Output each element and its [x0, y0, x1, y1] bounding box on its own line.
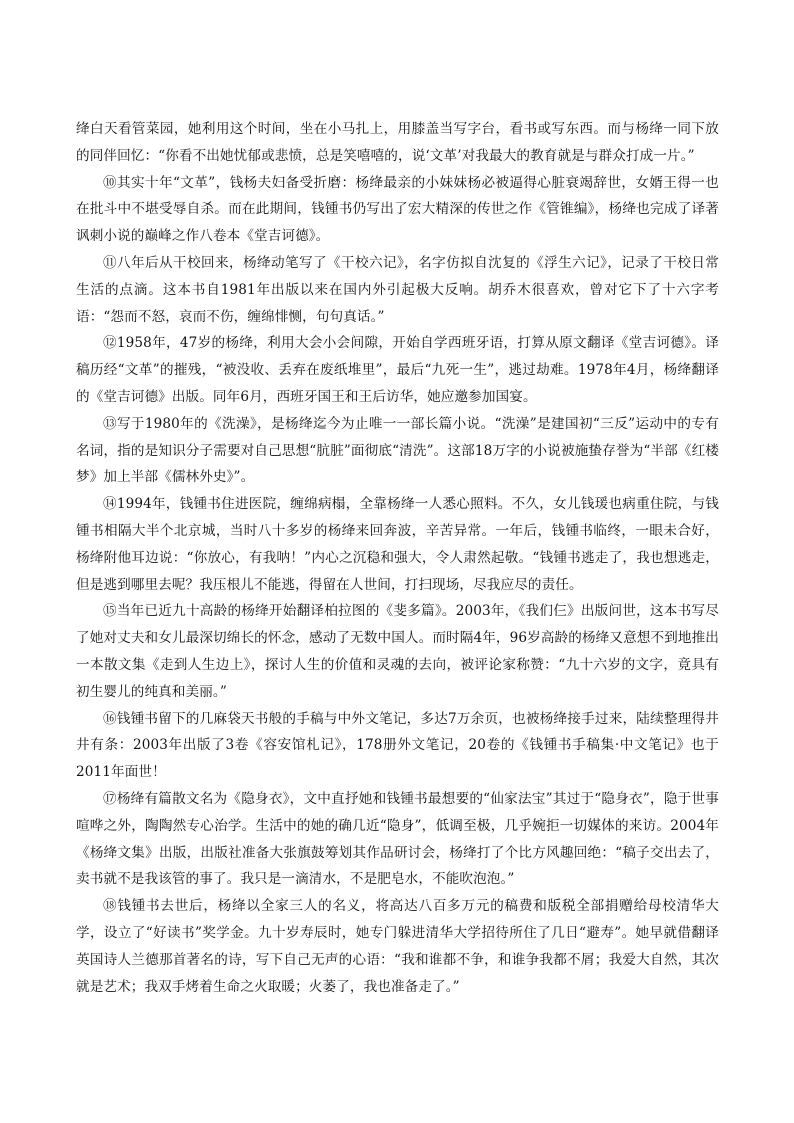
paragraph-16: ⑯钱锺书留下的几麻袋天书般的手稿与中外文笔记，多达7万余页，也被杨绛接手过来，陆续整理得井井有条：2003年出版了3卷《容安馆札记》，178册外文笔记，20卷的《钱锺书手稿集·中文笔记》也于2011年面世！	[76, 710, 719, 781]
paragraph-continued: 绛白天看管菜园，她利用这个时间，坐在小马扎上，用膝盖当写字台，看书或写东西。而与杨绛一同下放的同伴回忆：“你看不出她忧郁或悲愤，总是笑嘻嘻的，说‘文革’对我最大的教育就是与群众打成一片。”	[76, 121, 719, 164]
paragraph-15: ⑮当年已近九十高龄的杨绛开始翻译柏拉图的《斐多篇》。2003年，《我们仨》出版问世，这本书写尽了她对丈夫和女儿最深切绵长的怀念，感动了无数中国人。而时隔4年，96岁高龄的杨绛又意想不到地推出一本散文集《走到人生边上》，探讨人生的价值和灵魂的去向，被评论家称赞：“九十六岁的文字，竟具有初生婴儿的纯真和美丽。”	[76, 603, 719, 700]
paragraph-14: ⑭1994年，钱锺书住进医院，缠绵病榻，全靠杨绛一人悉心照料。不久，女儿钱瑗也病重住院，与钱锺书相隔大半个北京城，当时八十多岁的杨绛来回奔波，辛苦异常。一年后，钱锺书临终，一眼未合好，杨绛附他耳边说：“你放心，有我呐！”内心之沉稳和强大，令人肃然起敬。“钱锺书逃走了，我也想逃走，但是逃到哪里去呢？我压根儿不能逃，得留在人世间，打扫现场，尽我应尽的责任。	[76, 496, 719, 593]
document-body	[76, 116, 719, 1000]
paragraph-13: ⑬写于1980年的《洗澡》，是杨绛迄今为止唯一一部长篇小说。“洗澡”是建国初“三反”运动中的专有名词，指的是知识分子需要对自己思想“肮脏”面彻底“清洗”。这部18万字的小说被施蛰存誉为“半部《红楼梦》加上半部《儒林外史》”。	[76, 415, 719, 486]
paragraph-17: ⑰杨绛有篇散文名为《隐身衣》，文中直抒她和钱锺书最想要的“仙家法宝”其过于“隐身衣”，隐于世事喧哗之外，陶陶然专心治学。生活中的她的确几近“隐身”，低调至极，几乎婉拒一切媒体的来访。2004年《杨绛文集》出版，出版社准备大张旗鼓筹划其作品研讨会，杨绛打了个比方风趣回绝：“稿子交出去了，卖书就不是我该管的事了。我只是一滴清水，不是肥皂水，不能吹泡泡。”	[76, 790, 719, 888]
paragraph-12: ⑫1958年，47岁的杨绛，利用大会小会间隙，开始自学西班牙语，打算从原文翻译《堂吉诃德》。译稿历经“文革”的摧残，“被没收、丢弃在废纸堆里”，最后“九死一生”，逃过劫难。1978年4月，杨绛翻译的《堂吉诃德》出版。同年6月，西班牙国王和王后访华，她应邀参加国宴。	[76, 335, 719, 405]
paragraph-18: ⑱钱锺书去世后，杨绛以全家三人的名义，将高达八百多万元的稿费和版税全部捐赠给母校清华大学，设立了“好读书”奖学金。九十岁寿辰时，她专门躲进清华大学招待所住了几日“避寿”。她早就借翻译英国诗人兰德那首著名的诗，写下自己无声的心语：“我和谁都不争，和谁争我都不屑；我爱大自然，其次就是艺术；我双手烤着生命之火取暖；火萎了，我也准备走了。”	[76, 898, 719, 995]
paragraph-10: ⑩其实十年“文革”，钱杨夫妇备受折磨：杨绛最亲的小妹妹杨必被逼得心脏衰竭辞世，女婿王得一也在批斗中不堪受辱自杀。而在此期间，钱锺书仍写出了宏大精深的传世之作《管锥编》，杨绛也完成了译著讽刺小说的巅峰之作八卷本《堂吉诃德》。	[76, 174, 719, 245]
paragraph-11: ⑪八年后从干校回来，杨绛动笔写了《干校六记》，名字仿拟自沈复的《浮生六记》，记录了干校日常生活的点滴。这本书自1981年出版以来在国内外引起极大反响。胡乔木很喜欢，曾对它下了十六字考语：“怨而不怒，哀而不伤，缠绵悱恻，句句真话。”	[76, 254, 719, 325]
